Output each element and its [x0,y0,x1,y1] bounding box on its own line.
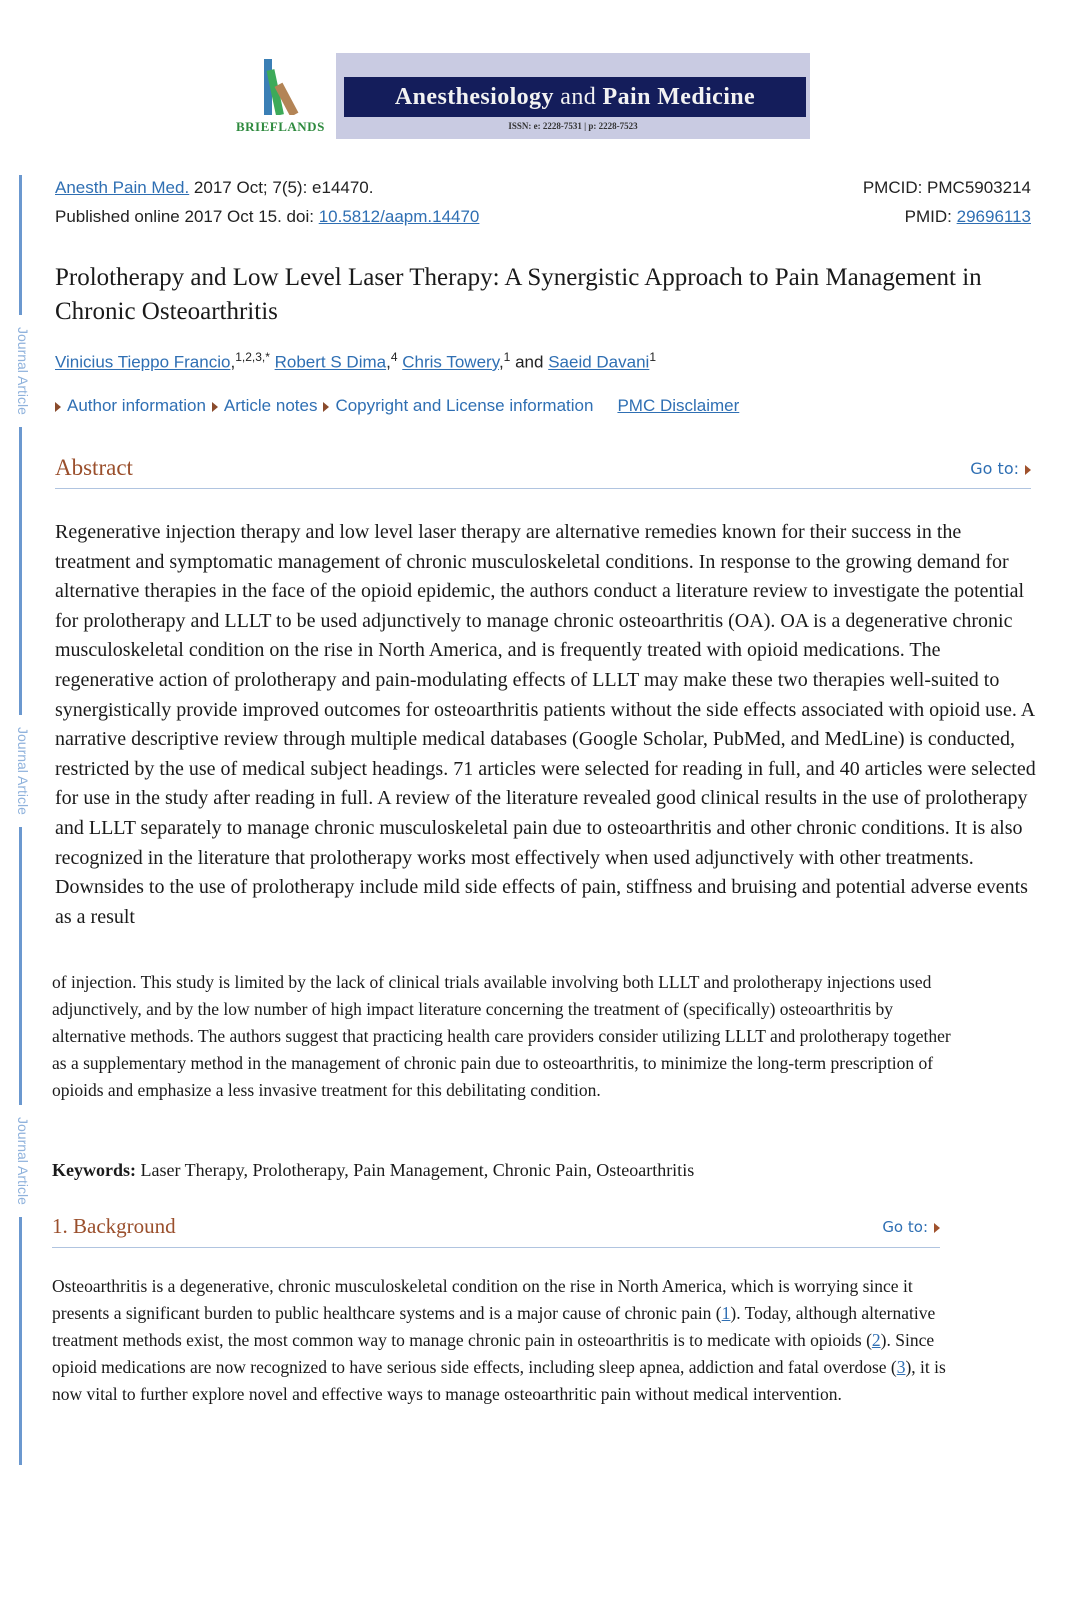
issn: ISSN: e: 2228-7531 | p: 2228-7523 [508,121,638,131]
goto-label: Go to: [882,1218,928,1236]
pmc-disclaimer-link[interactable]: PMC Disclaimer [617,396,740,415]
journal-banner [234,53,810,141]
goto-menu-button[interactable] [882,1218,940,1236]
journal-article-rail [15,175,31,1465]
author-link[interactable]: Robert S Dima [274,352,387,372]
author-affiliation: 1 [649,350,657,364]
rail-label: Journal Article [11,715,31,827]
author-and: and [515,352,544,372]
journal-link[interactable]: Anesth Pain Med. [55,178,190,197]
journal-title-and: and [560,84,597,110]
author-link[interactable]: Saeid Davani [548,352,650,372]
abstract-paragraph: of injection. This study is limited by the lack of clinical trials available involving both LLLT and prolotherapy injections used adjunctively, and by the low number of high impact literature concerning the treatment of (specifically) osteoarthritis by alternative methods. The authors suggest that practicing health care providers consider utilizing LLLT and prolotherapy together as a supplementary method in the management of chronic pain due to osteoarthritis, to minimize the long-term prescription of opioids and emphasize a less invasive treatment for this debilitating condition. [52,972,951,1100]
author-affiliation: 1 [503,350,511,364]
reference-link[interactable]: 3 [896,1357,906,1377]
article-notes-toggle[interactable] [212,396,318,416]
keywords [52,1160,694,1181]
pmid-link[interactable]: 29696113 [956,207,1031,226]
abstract-paragraph: Regenerative injection therapy and low level laser therapy are alternative remedies known for their success in the treatment and symptomatic management of chronic musculoskeletal conditions. In response to the growing demand for alternative therapies in the face of the opioid epidemic, the authors conduct a literature review to investigate the potential for prolotherapy and LLLT to be used adjunctively to manage chronic osteoarthritis (OA). OA is a degenerative chronic musculoskeletal condition on the rise in North America, and is frequently treated with opioid medications. The regenerative action of prolotherapy and pain-modulating effects of LLLT may make these two therapies well-suited to synergistically provide improved outcomes for osteoarthritis patients without the side effects associated with opioid use. A narrative descriptive review through multiple medical databases (Google Scholar, PubMed, and MedLine) is conducted, restricted by the use of medical subject headings. 71 articles were selected for reading in full, and 40 articles were selected for use in the study after reading in full. A review of the literature revealed good clinical results in the use of prolotherapy and LLLT separately to manage chronic musculoskeletal pain due to osteoarthritis and other chronic conditions. It is also recognized in the literature that prolotherapy works most effectively when used adjunctively with other treatments. Downsides to the use of prolotherapy include mild side effects of pain, stiffness and bruising and potential adverse events as a result [55,521,1036,928]
keywords-list: Laser Therapy, Prolotherapy, Pain Management, Chronic Pain, Osteoarthritis [136,1160,695,1180]
text-run: ). Since opioid medications are now recognized to have serious side effects, including sleep apnea, addiction and fatal overdose ( [52,1330,935,1377]
journal-title-box [336,53,810,139]
author-link[interactable]: Chris Towery [402,352,499,372]
text-run: ). Today, although alternative treatment methods exist, the most common way to manage chronic pain in osteoarthritis is to medicate with opioids ( [52,1303,936,1350]
background-heading: 1. Background [52,1214,176,1238]
reference-link[interactable]: 1 [721,1303,731,1323]
citation-issue: 2017 Oct; 7(5): e14470. [189,178,374,197]
article-title: Prolotherapy and Low Level Laser Therapy: A Synergistic Approach to Pain Management in Chronic Osteoarthritis [55,264,982,325]
background-paragraph [52,1273,952,1408]
abstract-section-header [55,455,1031,489]
author-affiliation: 4 [390,350,398,364]
author-affiliation: 1,2,3,* [235,350,270,364]
goto-label: Go to: [970,459,1019,478]
books-icon [262,59,322,115]
rail-label: Journal Article [11,1105,31,1217]
background-section-header [52,1214,940,1248]
brieflands-logo [234,53,330,141]
toggle-label: Article notes [223,396,318,415]
publisher-name: BRIEFLANDS [236,119,325,134]
goto-menu-button[interactable] [970,459,1031,478]
author-list: Vinicius Tieppo Francio,$^{1,2,3,*}$ Robert S Dima,$^4$ Chris Towery,$^1$ and Saeid Davani$^1$ [55,350,657,372]
play-triangle-icon [1025,465,1031,475]
author-information-toggle[interactable] [55,396,206,416]
citation-line [55,178,374,198]
text-run: Osteoarthritis is a degenerative, chronic musculoskeletal condition on the rise in North America, which is worrying since it presents a significant burden to public healthcare systems and is a major cause of chronic pain ( [52,1276,913,1323]
toggle-label: Author information [67,396,206,415]
expand-triangle-icon [55,402,61,412]
rail-label: Journal Article [11,315,31,427]
text-run: ), it is now vital to further explore novel and effective ways to manage osteoarthritic pain without medical intervention. [52,1357,946,1404]
published-text: Published online 2017 Oct 15. doi: [55,207,319,226]
pmcid: PMCID: PMC5903214 [862,178,1031,197]
journal-title-part: Anesthesiology [394,84,554,110]
pmid-line [905,207,1031,227]
article-meta-links [55,396,739,416]
expand-triangle-icon [323,402,329,412]
toggle-label: Copyright and License information [335,396,594,415]
published-line [55,207,479,227]
reference-link[interactable]: 2 [871,1330,881,1350]
keywords-label: Keywords: [52,1160,136,1180]
journal-title [344,77,806,117]
author-link[interactable]: Vinicius Tieppo Francio [55,352,231,372]
pmid-label: PMID: [904,207,957,226]
abstract-heading: Abstract [55,455,133,480]
expand-triangle-icon [212,402,218,412]
play-triangle-icon [934,1223,940,1233]
journal-title-part: Pain Medicine [602,84,756,110]
doi-link[interactable]: 10.5812/aapm.14470 [318,207,480,226]
copyright-license-toggle[interactable] [323,396,593,416]
